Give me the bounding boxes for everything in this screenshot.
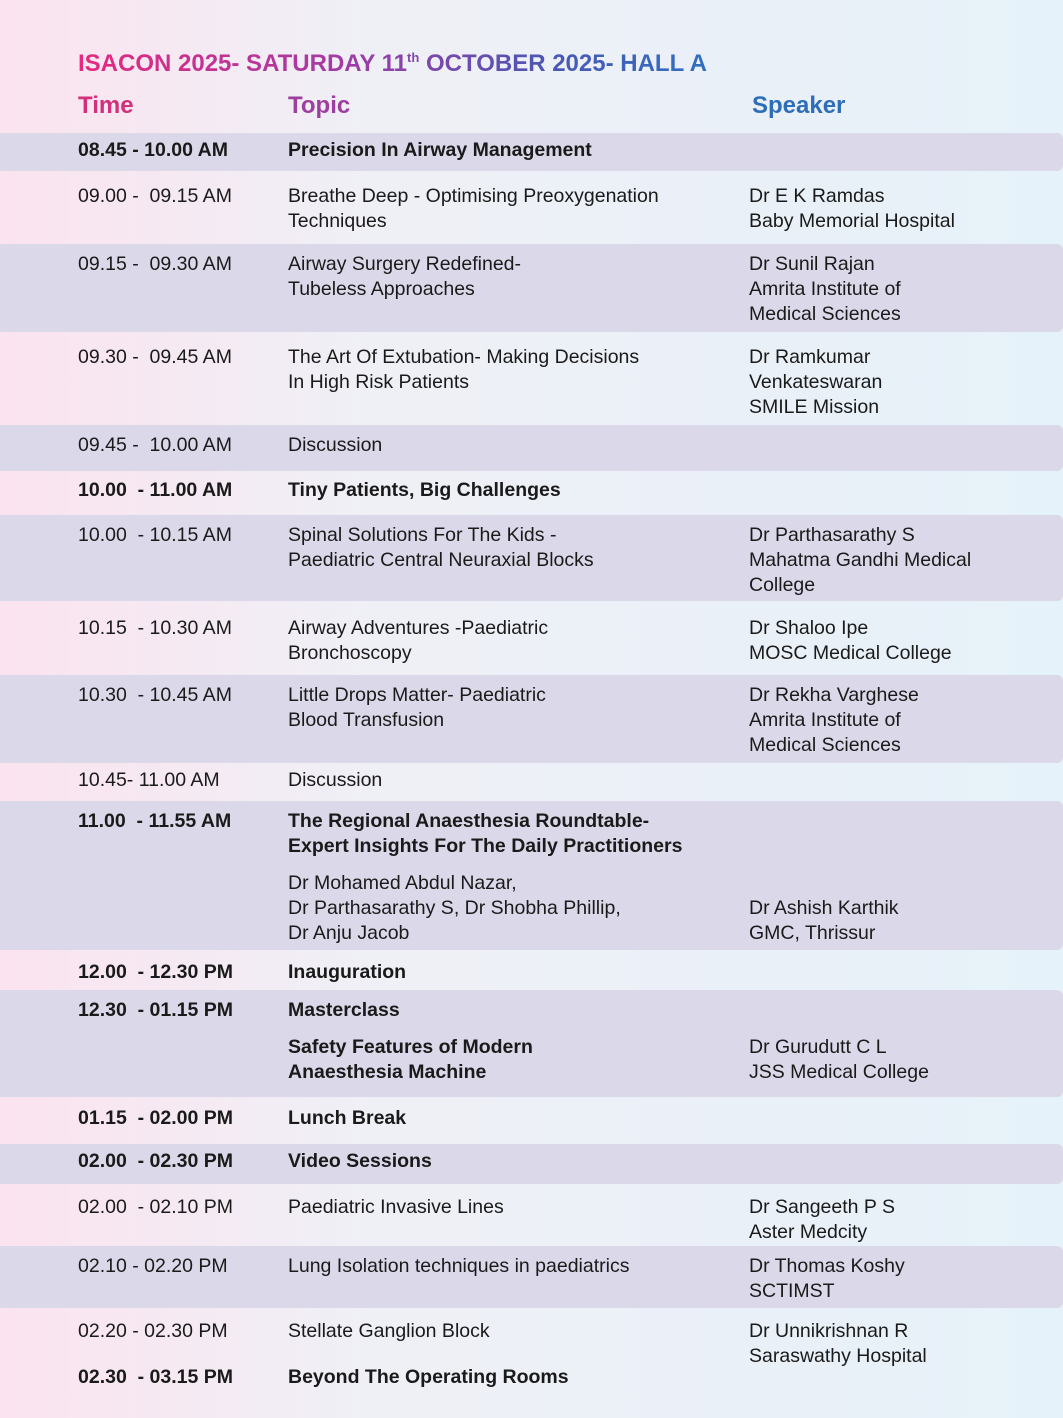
row-topic (288, 1149, 432, 1174)
header-speaker: Speaker (752, 92, 846, 119)
schedule-row (0, 763, 1063, 801)
row-topic (288, 1195, 504, 1220)
row-topic (288, 809, 682, 859)
row-speaker-line: SMILE Mission (749, 396, 880, 418)
row-topic-line: Tubeless Approaches (288, 278, 475, 300)
schedule-row (0, 515, 1063, 601)
row-topic (288, 138, 592, 163)
row-speaker-line: GMC, Thrissur (749, 922, 876, 944)
row-speaker-line: College (749, 574, 816, 596)
schedule-row (0, 955, 1063, 989)
row-topic (288, 1106, 406, 1131)
row-topic-detail-line: Safety Features of Modern (288, 1036, 533, 1058)
row-topic-line: Airway Surgery Redefined- (288, 253, 522, 275)
row-topic (288, 960, 406, 985)
row-time: 02.00 - 02.10 PM (78, 1196, 234, 1218)
row-topic-line: Expert Insights For The Daily Practitioners (288, 835, 683, 857)
row-topic-line: Precision In Airway Management (288, 139, 592, 161)
row-speaker (749, 683, 919, 758)
row-topic-line: Paediatric Central Neuraxial Blocks (288, 549, 594, 571)
row-topic-line: Inauguration (288, 961, 407, 983)
row-speaker-line: Dr Rekha Varghese (749, 684, 919, 706)
schedule-row (0, 801, 1063, 950)
row-topic (288, 1254, 629, 1279)
row-topic-detail (288, 1035, 533, 1085)
row-time: 01.15 - 02.00 PM (78, 1107, 234, 1129)
row-topic (288, 523, 594, 573)
row-time: 02.30 - 03.15 PM (78, 1366, 234, 1388)
row-topic-line: Lunch Break (288, 1107, 407, 1129)
row-speaker-line: MOSC Medical College (749, 642, 952, 664)
row-time: 11.00 - 11.55 AM (78, 810, 232, 832)
row-speaker-line: Dr Ashish Karthik (749, 897, 899, 919)
schedule-row (0, 675, 1063, 763)
schedule-row (0, 1246, 1063, 1308)
row-topic (288, 683, 546, 733)
row-topic-line: Techniques (288, 210, 387, 232)
row-topic-line: Beyond The Operating Rooms (288, 1366, 569, 1388)
row-topic-line: Blood Transfusion (288, 709, 445, 731)
row-speaker (749, 616, 952, 666)
row-topic-line: Paediatric Invasive Lines (288, 1196, 504, 1218)
row-speaker-line: Amrita Institute of (749, 709, 901, 731)
row-topic-line: Discussion (288, 769, 383, 791)
schedule-row (0, 244, 1063, 332)
row-topic (288, 1319, 490, 1344)
row-speaker-line: Medical Sciences (749, 734, 901, 756)
row-time: 09.15 - 09.30 AM (78, 253, 232, 275)
row-time: 08.45 - 10.00 AM (78, 139, 228, 161)
row-topic-detail-line: Anaesthesia Machine (288, 1061, 487, 1083)
row-speaker-line: Dr Thomas Koshy (749, 1255, 905, 1277)
row-time: 10.15 - 10.30 AM (78, 617, 232, 639)
row-topic-detail-line: Dr Anju Jacob (288, 922, 410, 944)
row-speaker-line: SCTIMST (749, 1280, 835, 1302)
row-topic-detail-line: Dr Mohamed Abdul Nazar, (288, 872, 517, 894)
row-speaker (749, 345, 882, 420)
row-speaker (749, 184, 955, 234)
row-topic (288, 768, 382, 793)
row-time: 12.00 - 12.30 PM (78, 961, 234, 983)
row-topic (288, 1365, 569, 1390)
row-speaker-line: Baby Memorial Hospital (749, 210, 955, 232)
row-time: 02.10 - 02.20 PM (78, 1255, 228, 1277)
row-topic-detail (288, 871, 621, 946)
row-time: 02.20 - 02.30 PM (78, 1320, 228, 1342)
schedule-row (0, 1187, 1063, 1243)
row-topic-line: In High Risk Patients (288, 371, 469, 393)
row-time: 09.45 - 10.00 AM (78, 434, 232, 456)
row-topic (288, 433, 382, 458)
row-speaker (749, 1254, 905, 1304)
schedule-row (0, 1311, 1063, 1367)
row-topic-line: Lung Isolation techniques in paediatrics (288, 1255, 630, 1277)
row-time: 10.00 - 10.15 AM (78, 524, 232, 546)
schedule-row (0, 425, 1063, 471)
schedule-row (0, 1144, 1063, 1184)
row-topic-line: Airway Adventures -Paediatric (288, 617, 549, 639)
row-topic (288, 478, 561, 503)
row-topic (288, 184, 659, 234)
row-speaker-line: Dr Parthasarathy S (749, 524, 915, 546)
row-speaker-line: JSS Medical College (749, 1061, 929, 1083)
schedule-row (0, 473, 1063, 513)
row-topic (288, 345, 639, 395)
row-speaker-line: Aster Medcity (749, 1221, 868, 1243)
row-time: 10.30 - 10.45 AM (78, 684, 232, 706)
row-time: 12.30 - 01.15 PM (78, 999, 234, 1021)
row-topic-line: Bronchoscopy (288, 642, 412, 664)
row-topic (288, 998, 400, 1023)
row-time: 09.30 - 09.45 AM (78, 346, 232, 368)
schedule-row (0, 608, 1063, 670)
row-topic-line: Masterclass (288, 999, 400, 1021)
row-speaker-line: Dr Sangeeth P S (749, 1196, 895, 1218)
row-speaker-line: Dr E K Ramdas (749, 185, 885, 207)
header-topic: Topic (288, 92, 351, 119)
row-speaker-line: Dr Shaloo Ipe (749, 617, 869, 639)
header-time: Time (78, 92, 134, 119)
row-topic-line: Tiny Patients, Big Challenges (288, 479, 561, 501)
row-speaker (749, 896, 899, 946)
row-speaker-line: Dr Ramkumar (749, 346, 871, 368)
schedule-row (0, 1101, 1063, 1139)
row-speaker (749, 1035, 929, 1085)
row-time: 02.00 - 02.30 PM (78, 1150, 234, 1172)
row-speaker-line: Dr Sunil Rajan (749, 253, 875, 275)
row-topic-line: The Art Of Extubation- Making Decisions (288, 346, 640, 368)
row-speaker-line: Amrita Institute of (749, 278, 901, 300)
page-title: ISACON 2025- SATURDAY 11th OCTOBER 2025- HALL A (78, 50, 707, 77)
row-time: 09.00 - 09.15 AM (78, 185, 232, 207)
row-time: 10.00 - 11.00 AM (78, 479, 233, 501)
row-speaker-line: Dr Unnikrishnan R (749, 1320, 909, 1342)
row-topic-line: Video Sessions (288, 1150, 432, 1172)
row-topic-line: Stellate Ganglion Block (288, 1320, 490, 1342)
row-time: 10.45- 11.00 AM (78, 769, 220, 791)
row-speaker (749, 252, 901, 327)
row-speaker-line: Dr Gurudutt C L (749, 1036, 887, 1058)
row-speaker-line: Saraswathy Hospital (749, 1345, 927, 1367)
row-topic-line: Spinal Solutions For The Kids - (288, 524, 557, 546)
row-topic (288, 616, 548, 666)
schedule-row (0, 176, 1063, 240)
row-topic-line: Discussion (288, 434, 383, 456)
row-topic-detail-line: Dr Parthasarathy S, Dr Shobha Phillip, (288, 897, 621, 919)
row-speaker (749, 523, 971, 598)
row-topic-line: Breathe Deep - Optimising Preoxygenation (288, 185, 659, 207)
row-speaker-line: Medical Sciences (749, 303, 901, 325)
row-speaker-line: Mahatma Gandhi Medical (749, 549, 972, 571)
row-speaker-line: Venkateswaran (749, 371, 883, 393)
schedule-row (0, 337, 1063, 421)
row-topic (288, 252, 521, 302)
row-speaker (749, 1195, 895, 1245)
schedule-row (0, 133, 1063, 171)
row-topic-line: The Regional Anaesthesia Roundtable- (288, 810, 650, 832)
row-topic-line: Little Drops Matter- Paediatric (288, 684, 546, 706)
schedule-row (0, 1360, 1063, 1398)
schedule-row (0, 990, 1063, 1097)
